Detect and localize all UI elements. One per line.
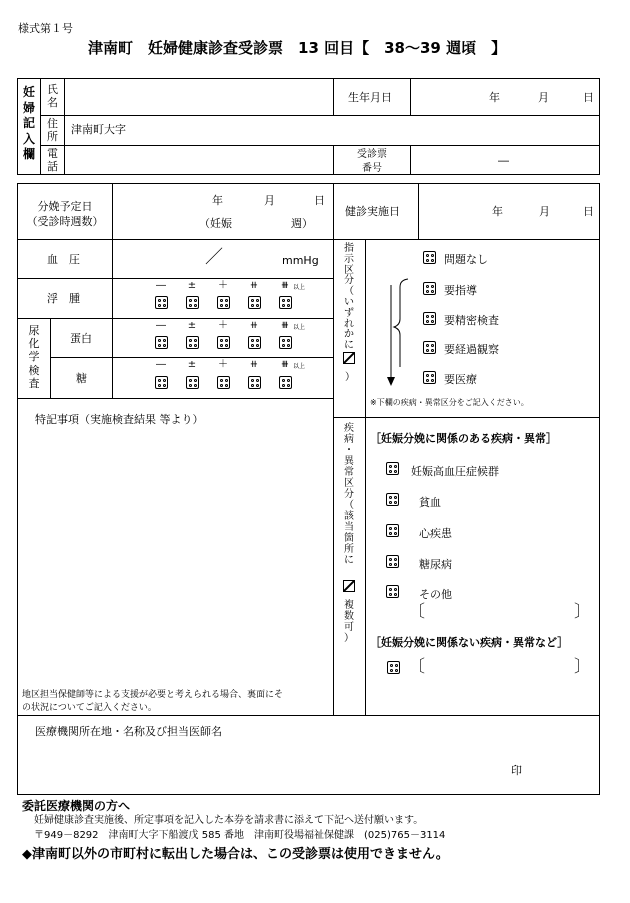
- name-field[interactable]: [66, 80, 331, 113]
- unrelated-bracket-close: 〕: [574, 657, 591, 677]
- birth-year-unit: 年: [489, 91, 500, 104]
- related-disease-heading: ［妊娠分娩に関係のある疾病・異常］: [370, 432, 557, 445]
- page-title: 津南町 妊婦健康診査受診票 13 回目【 38～39 週頃 】: [88, 39, 507, 57]
- guidance-option-detailed-exam: 要精密検査: [444, 314, 499, 327]
- other-bracket-close: 〕: [574, 602, 591, 622]
- sugar-label: 糖: [76, 372, 87, 385]
- blood-pressure-unit: mmHg: [282, 254, 319, 267]
- sugar-level-label: ⧻: [280, 359, 290, 370]
- disease-checkbox-heart-disease-icon[interactable]: [386, 524, 399, 537]
- sugar-checkbox-minus-icon[interactable]: [155, 376, 168, 389]
- disease-vertical-label: 疾 病 ・ 異 常 区 分 （ 該 当 箇 所 に: [344, 423, 354, 566]
- protein-checkbox-plus1-icon[interactable]: [217, 336, 230, 349]
- ticket-number-value: ―: [498, 154, 509, 167]
- edema-level-label: ±: [187, 280, 197, 291]
- disease-option-heart-disease: 心疾患: [419, 527, 452, 540]
- special-notes-field[interactable]: [22, 432, 329, 682]
- guidance-note: ※下欄の疾病・異常区分をご記入ください。: [370, 398, 529, 407]
- blood-pressure-label: 血 圧: [47, 253, 80, 266]
- exam-date-label: 健診実施日: [345, 205, 400, 218]
- exam-date-field[interactable]: [420, 185, 598, 237]
- guidance-vertical-label: 指 示 区 分 （ い ず れ か に: [344, 243, 354, 352]
- disease-option-hypertension: 妊娠高血圧症候群: [411, 465, 499, 478]
- urine-test-label: 尿 化 学 検 査: [28, 324, 40, 390]
- special-notes-footer: 地区担当保健師等による支援が必要と考えられる場合、裏面にそ の状況についてご記入ください。: [22, 690, 284, 713]
- phone-field[interactable]: [66, 147, 331, 173]
- edema-label: 浮 腫: [47, 292, 80, 305]
- unrelated-detail-field[interactable]: [426, 659, 572, 679]
- other-detail-field[interactable]: [426, 605, 572, 623]
- protein-level-label: ⧺: [249, 320, 259, 331]
- sugar-checkbox-plus2-icon[interactable]: [248, 376, 261, 389]
- disease-checkbox-diabetes-icon[interactable]: [386, 555, 399, 568]
- phone-label: 電 話: [47, 147, 58, 173]
- footer-heading: 委託医療機関の方へ: [22, 799, 131, 813]
- sugar-level-label: ±: [187, 359, 197, 370]
- other-bracket-open: 〔: [408, 602, 425, 622]
- guidance-checkbox-medical-care-icon[interactable]: [423, 371, 436, 384]
- exam-year-unit: 年: [492, 205, 503, 218]
- edema-checkbox-minus-icon[interactable]: [155, 296, 168, 309]
- birthdate-label: 生年月日: [348, 91, 392, 104]
- guidance-close-paren: ）: [345, 372, 355, 383]
- edema-level-label: ⧻: [280, 280, 290, 291]
- protein-above-suffix: 以上: [293, 324, 306, 331]
- disease-option-diabetes: 糖尿病: [419, 558, 452, 571]
- guidance-checkbox-no-problem-icon[interactable]: [423, 251, 436, 264]
- pregnancy-weeks-open: （妊娠: [199, 217, 232, 230]
- form-number: 様式第１号: [18, 22, 73, 35]
- special-notes-label: 特記事項（実施検査結果 等より）: [35, 413, 204, 426]
- protein-checkbox-plus2-icon[interactable]: [248, 336, 261, 349]
- footer-address: 〒949－8292 津南町大字下船渡戊 585 番地 津南町役場福祉保健課 (025)765－3114: [34, 830, 446, 841]
- protein-level-label: ⧻: [280, 320, 290, 331]
- guidance-option-no-problem: 問題なし: [444, 253, 488, 266]
- address-field[interactable]: 津南町大字: [71, 123, 126, 136]
- disease-option-anemia: 貧血: [419, 496, 441, 509]
- protein-level-label: ―: [156, 320, 166, 331]
- address-label: 住 所: [47, 117, 58, 143]
- birth-month-unit: 月: [538, 91, 549, 104]
- protein-level-label: ＋: [218, 320, 228, 331]
- edema-checkbox-plus3-icon[interactable]: [279, 296, 292, 309]
- sugar-level-label: ⧺: [249, 359, 259, 370]
- exam-day-unit: 日: [583, 205, 594, 218]
- guidance-option-guidance: 要指導: [444, 284, 477, 297]
- institution-field[interactable]: [22, 742, 596, 790]
- due-year-unit: 年: [212, 194, 223, 207]
- sugar-above-suffix: 以上: [293, 363, 306, 370]
- name-label: 氏 名: [47, 83, 58, 109]
- guidance-brace-arrow-icon: [382, 275, 412, 390]
- guidance-checkbox-observation-icon[interactable]: [423, 341, 436, 354]
- protein-label: 蛋白: [70, 332, 92, 345]
- footer-warning: ◆津南町以外の市町村に転出した場合は、この受診票は使用できません。: [22, 847, 449, 862]
- institution-label: 医療機関所在地・名称及び担当医師名: [35, 725, 222, 738]
- edema-checkbox-plusminus-icon[interactable]: [186, 296, 199, 309]
- footer-instruction: 妊婦健康診査実施後、所定事項を記入した本券を請求書に添えて下記へ送付願います。: [34, 815, 424, 826]
- sugar-checkbox-plus3-icon[interactable]: [279, 376, 292, 389]
- protein-checkbox-minus-icon[interactable]: [155, 336, 168, 349]
- due-date-label: 分娩予定日 （受診時週数）: [26, 200, 104, 229]
- due-month-unit: 月: [264, 194, 275, 207]
- birth-day-unit: 日: [583, 91, 594, 104]
- disease-checkbox-hypertension-icon[interactable]: [386, 462, 399, 475]
- guidance-checkbox-guidance-icon[interactable]: [423, 282, 436, 295]
- exam-month-unit: 月: [539, 205, 550, 218]
- guidance-option-observation: 要経過観察: [444, 343, 499, 356]
- disease-checkbox-anemia-icon[interactable]: [386, 493, 399, 506]
- due-day-unit: 日: [314, 194, 325, 207]
- edema-level-label: ＋: [218, 280, 228, 291]
- edema-above-suffix: 以上: [293, 284, 306, 291]
- disease-checkbox-unrelated-icon[interactable]: [387, 661, 400, 674]
- seal-label: 印: [511, 764, 522, 777]
- slash-mark-icon: [343, 580, 355, 592]
- disease-option-other: その他: [419, 588, 452, 601]
- guidance-option-medical-care: 要医療: [444, 373, 477, 386]
- birthdate-field[interactable]: [412, 80, 598, 113]
- pregnancy-weeks-close: 週）: [291, 217, 313, 230]
- edema-checkbox-plus1-icon[interactable]: [217, 296, 230, 309]
- disease-vertical-label-2: 複 数 可 ）: [344, 600, 354, 644]
- unrelated-disease-heading: ［妊娠分娩に関係ない疾病・異常など］: [370, 636, 569, 649]
- edema-level-label: ―: [156, 280, 166, 291]
- guidance-checkbox-detailed-exam-icon[interactable]: [423, 312, 436, 325]
- ticket-number-label: 受診票 番号: [357, 149, 387, 174]
- sugar-checkbox-plus1-icon[interactable]: [217, 376, 230, 389]
- unrelated-bracket-open: 〔: [408, 657, 425, 677]
- sugar-level-label: ＋: [218, 359, 228, 370]
- protein-level-label: ±: [187, 320, 197, 331]
- edema-level-label: ⧺: [249, 280, 259, 291]
- protein-checkbox-plusminus-icon[interactable]: [186, 336, 199, 349]
- slash-mark-icon: [343, 352, 355, 364]
- protein-checkbox-plus3-icon[interactable]: [279, 336, 292, 349]
- sugar-level-label: ―: [156, 359, 166, 370]
- disease-checkbox-other-icon[interactable]: [386, 585, 399, 598]
- patient-section-label: 妊 婦 記 入 欄: [22, 85, 35, 162]
- sugar-checkbox-plusminus-icon[interactable]: [186, 376, 199, 389]
- blood-pressure-slash: ／: [205, 247, 223, 268]
- edema-checkbox-plus2-icon[interactable]: [248, 296, 261, 309]
